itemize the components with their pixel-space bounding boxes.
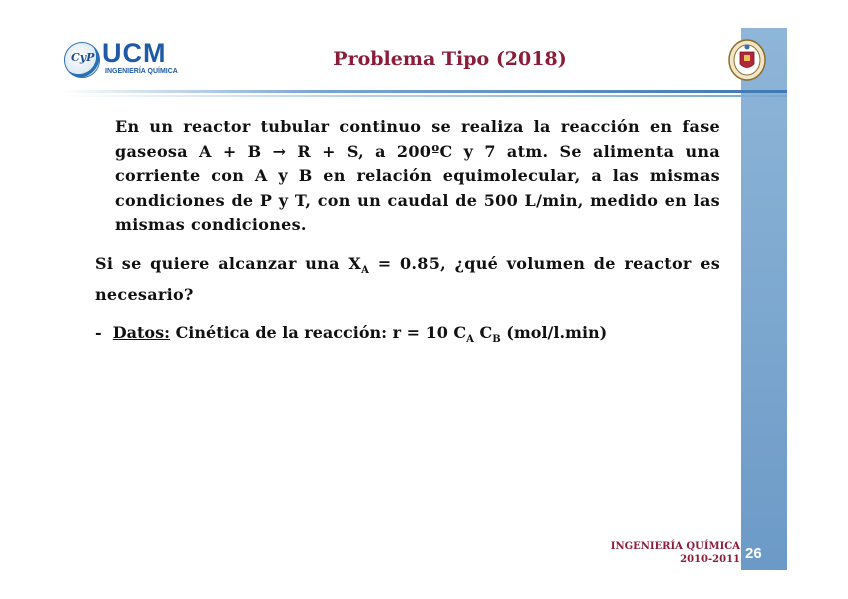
data-text-mid: C (473, 322, 493, 342)
logo-text: UCM (102, 38, 167, 68)
question-subscript: A (361, 264, 370, 276)
side-band (741, 28, 787, 570)
data-label: Datos: (112, 322, 170, 342)
logo-subtitle: INGENIERÍA QUÍMICA (105, 68, 178, 75)
data-text-post: (mol/l.min) (500, 322, 608, 342)
ucm-logo-icon (64, 40, 194, 80)
cyp-mark (64, 42, 100, 78)
footer-course: INGENIERÍA QUÍMICA (610, 541, 740, 552)
data-subscript-b: B (492, 333, 501, 345)
problem-body (90, 115, 720, 352)
cyp-mark-text: CyP (71, 51, 95, 64)
footer (590, 540, 740, 566)
problem-statement: En un reactor tubular continuo se realiza la reacción en fase gaseosa A + B → R + S, a 200ºC y 7 atm. Se alimenta una corriente con A y B en relación equimolecular, a las mismas condiciones de P y T, con un caudal de 500 L/min, medido en las mismas condiciones. (115, 117, 720, 234)
question-text-post: = 0.85, ¿qué volumen de reactor es necesario? (95, 253, 721, 304)
problem-question (95, 252, 720, 307)
header-rule (60, 90, 787, 93)
question-text-pre: Si se quiere alcanzar una X (95, 253, 362, 273)
data-text-pre: Cinética de la reacción: r = 10 C (170, 322, 467, 342)
slide-title: Problema Tipo (2018) (333, 48, 567, 70)
footer-year: 2010-2011 (680, 554, 740, 565)
data-subscript-a: A (466, 333, 474, 345)
header-rule-secondary (60, 95, 787, 97)
university-seal-icon (727, 38, 767, 82)
data-line (95, 321, 720, 352)
page-number: 26 (745, 545, 762, 562)
data-dash: - (95, 322, 102, 342)
